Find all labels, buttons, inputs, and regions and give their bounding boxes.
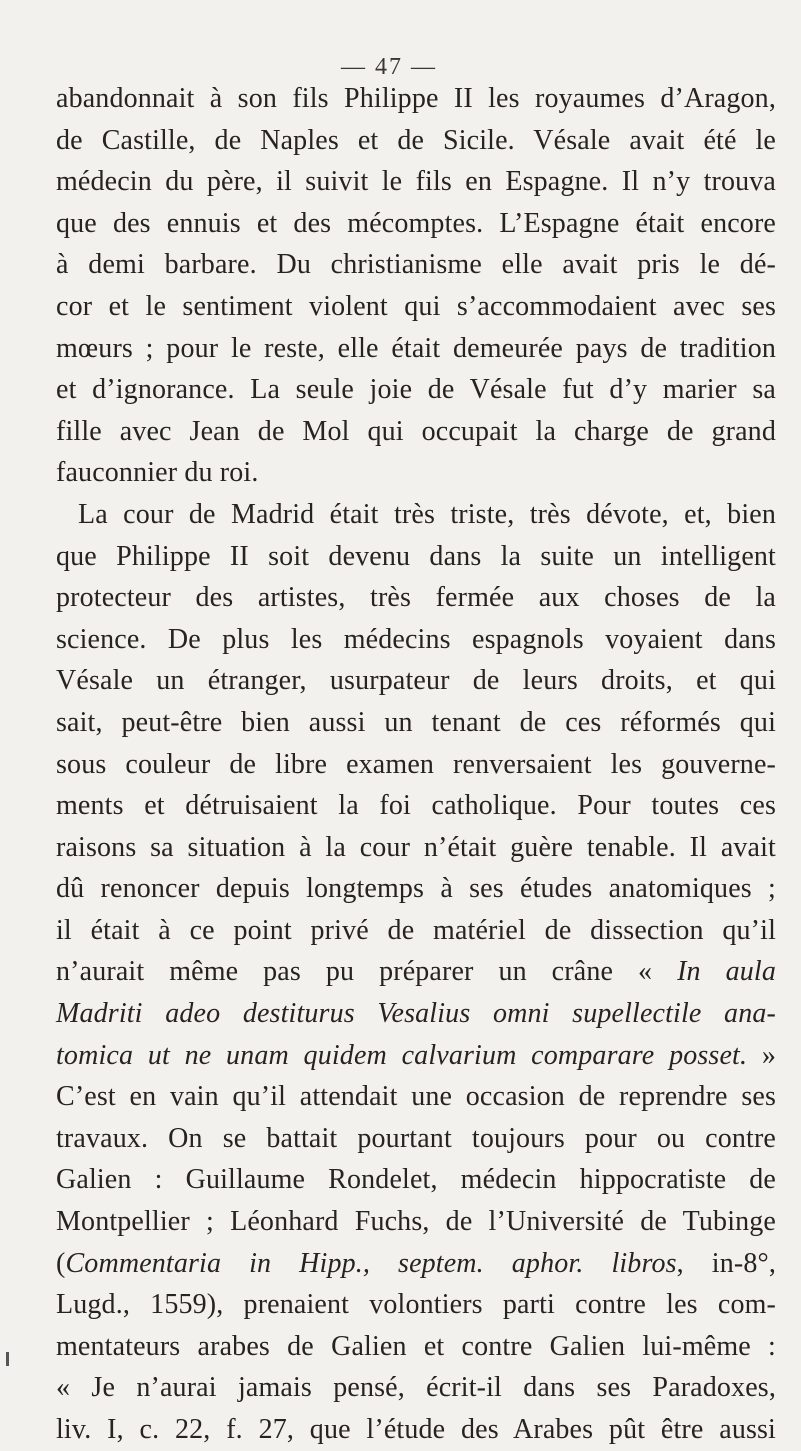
text-segment: ments et détruisaient la foi catholique. Pour toutes ces [56,790,776,822]
scan-mark [6,1352,9,1366]
text-line [56,78,776,120]
text-segment: mœurs ; pour le reste, elle était demeurée pays de tradition [56,332,776,364]
text-line [56,619,776,661]
text-segment: » [747,1039,776,1071]
text-line [56,1201,776,1243]
text-segment: et d’ignorance. La seule joie de Vésale fut d’y marier sa [56,374,776,406]
text-segment: Lugd., 1559), prenaient volontiers parti contre les com- [56,1289,776,1321]
text-segment: protecteur des artistes, très fermée aux choses de la [56,582,776,614]
text-line [56,660,776,702]
text-line [56,1076,776,1118]
text-segment: n’aurait même pas pu préparer un crâne « [56,956,678,988]
text-segment: « Je n’aurai jamais pensé, écrit-il dans ses Paradoxes, [56,1372,776,1404]
text-segment: fauconnier du roi. [56,457,259,489]
text-segment: Montpellier ; Léonhard Fuchs, de l’Université de Tubinge [56,1206,776,1238]
text-segment: Galien : Guillaume Rondelet, médecin hippocratiste de [56,1164,776,1196]
text-segment: dû renoncer depuis longtemps à ses études anatomiques ; [56,873,776,905]
text-line [56,452,776,494]
text-line [56,120,776,162]
text-line [56,203,776,245]
text-segment: de Castille, de Naples et de Sicile. Vésale avait été le [56,124,776,156]
text-line [56,1243,776,1285]
text-line [56,1409,776,1451]
text-line [56,369,776,411]
text-line [56,1159,776,1201]
text-line [56,951,776,993]
body-text [56,78,776,1451]
text-segment: cor et le sentiment violent qui s’accommodaient avec ses [56,290,776,322]
text-line [56,1326,776,1368]
text-line [56,577,776,619]
text-segment: , in-8°, [676,1247,776,1279]
text-segment: ( [56,1247,66,1279]
text-segment: C’est en vain qu’il attendait une occasion de reprendre ses [56,1081,776,1113]
text-segment: travaux. On se battait pourtant toujours pour ou contre [56,1122,776,1154]
italic-text: In aula [677,956,776,988]
text-line [56,536,776,578]
text-segment: il était à ce point privé de matériel de dissection qu’il [56,914,776,946]
text-line [56,1284,776,1326]
text-segment: que Philippe II soit devenu dans la suite un intelligent [56,540,776,572]
italic-text: tomica ut ne unam quidem calvarium comparare posset. [56,1039,748,1071]
text-line [56,161,776,203]
text-line [56,494,776,536]
text-segment: fille avec Jean de Mol qui occupait la charge de grand [56,415,776,447]
text-line [56,910,776,952]
italic-text: Commentaria in Hipp., septem. aphor. libros [65,1247,677,1279]
text-line [56,1035,776,1077]
text-segment: raisons sa situation à la cour n’était guère tenable. Il avait [56,831,776,863]
text-segment: mentateurs arabes de Galien et contre Galien lui-même : [56,1330,776,1362]
text-line [56,702,776,744]
text-line [56,868,776,910]
text-line [56,1118,776,1160]
page-number: — 47 — [341,54,437,80]
text-segment: à demi barbare. Du christianisme elle avait pris le dé- [56,249,776,281]
text-segment: médecin du père, il suivit le fils en Espagne. Il n’y trouva [56,166,776,198]
text-line [56,244,776,286]
text-line [56,286,776,328]
text-segment: sait, peut-être bien aussi un tenant de ces réformés qui [56,706,776,738]
text-line [56,827,776,869]
text-line [56,785,776,827]
text-line [56,1367,776,1409]
text-line [56,744,776,786]
text-segment: Vésale un étranger, usurpateur de leurs droits, et qui [56,665,776,697]
text-segment: que des ennuis et des mécomptes. L’Espagne était encore [56,207,776,239]
text-segment: sous couleur de libre examen renversaient les gouverne- [56,748,776,780]
text-line [56,411,776,453]
text-segment: science. De plus les médecins espagnols voyaient dans [56,623,776,655]
text-segment: La cour de Madrid était très triste, très dévote, et, bien [78,498,776,530]
text-segment: abandonnait à son fils Philippe II les royaumes d’Aragon, [56,83,776,114]
italic-text: Madriti adeo destiturus Vesalius omni supellectile ana- [56,998,776,1030]
text-segment: liv. I, c. 22, f. 27, que l’étude des Arabes pût être aussi [56,1414,776,1445]
text-line [56,328,776,370]
text-line [56,993,776,1035]
